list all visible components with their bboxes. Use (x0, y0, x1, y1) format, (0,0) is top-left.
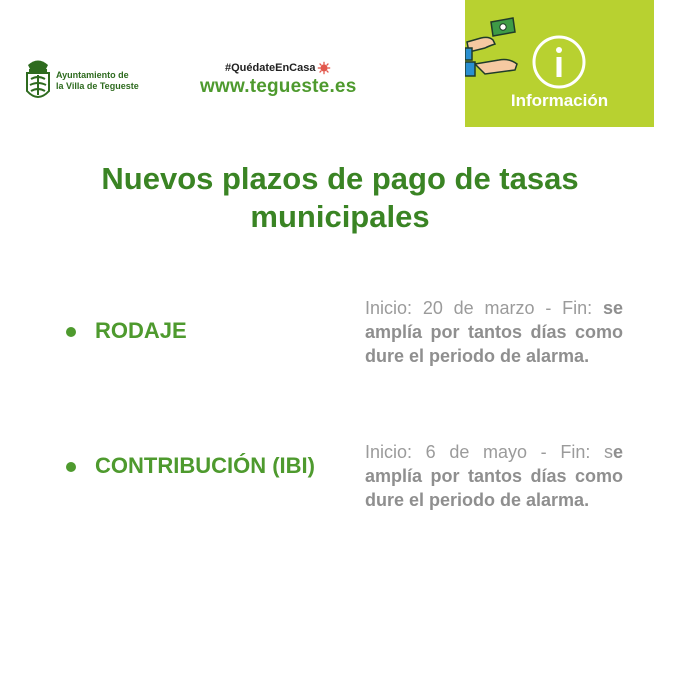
info-banner (465, 0, 654, 127)
bullet (66, 462, 76, 472)
item-desc-bold: e amplía por tantos días como dure el periodo de alarma. (365, 442, 623, 510)
item-description (365, 296, 623, 368)
bullet (66, 327, 76, 337)
money-hands-icon (465, 14, 523, 80)
info-icon (531, 34, 587, 90)
item-description (365, 440, 623, 512)
hashtag-row (225, 61, 331, 75)
info-label: Información (510, 91, 609, 110)
municipality-logo (24, 57, 139, 105)
item-label: CONTRIBUCIÓN (IBI) (95, 453, 315, 478)
campaign-block (200, 58, 356, 98)
item-label: RODAJE (95, 318, 187, 343)
logo-line-2: la Villa de Tegueste (56, 81, 139, 91)
website-url: www.tegueste.es (200, 76, 357, 97)
logo-line-1: Ayuntamiento de (56, 70, 129, 80)
coat-of-arms-icon (24, 57, 52, 105)
virus-icon (317, 61, 331, 75)
item-desc-plain: Inicio: 6 de mayo - Fin: s (365, 442, 613, 462)
page-title (60, 160, 620, 236)
item-desc-plain: Inicio: 20 de marzo - Fin: (365, 298, 603, 318)
title-line-1: Nuevos plazos de pago de tasas (101, 161, 579, 196)
title-line-2: municipales (250, 199, 430, 234)
hashtag: #QuédateEnCasa (224, 62, 316, 74)
item-desc-bold: se amplía por tantos días como dure el periodo de alarma. (365, 298, 623, 366)
